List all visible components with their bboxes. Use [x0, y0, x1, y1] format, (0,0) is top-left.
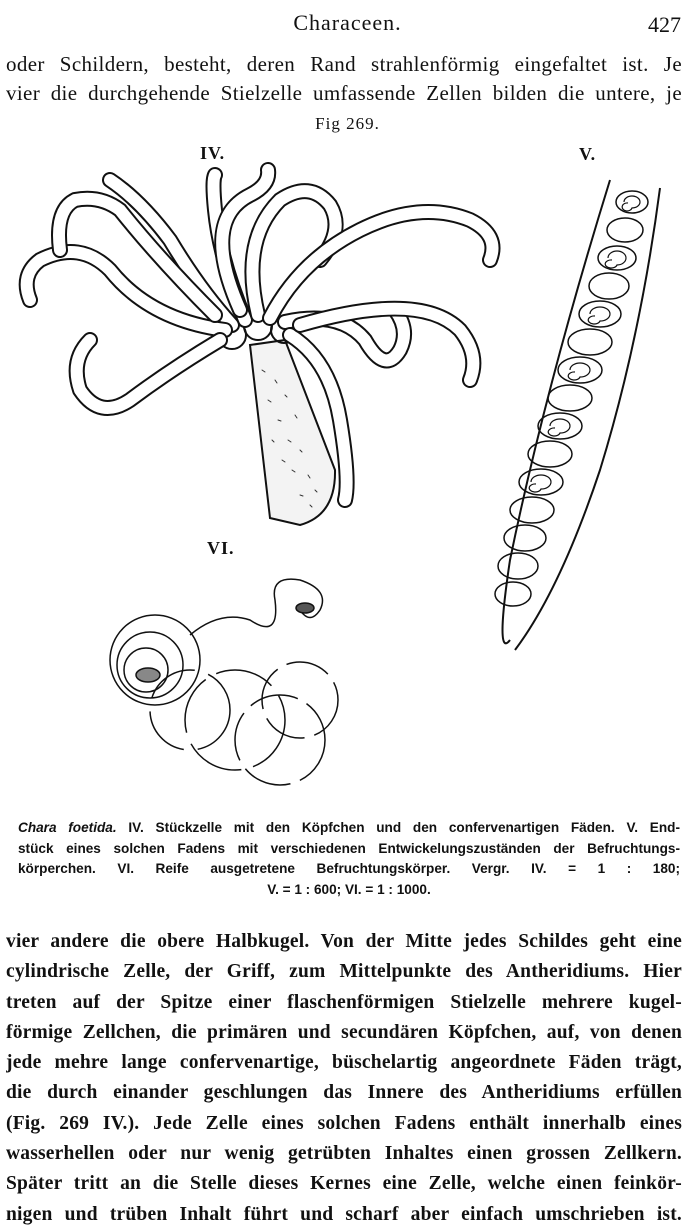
panel-v-spirals: [529, 196, 640, 492]
caption-line: V. = 1 : 600; VI. = 1 : 1000.: [267, 881, 431, 897]
panel-label-vi: VI.: [207, 538, 235, 558]
panel-iv-filaments: [27, 170, 493, 525]
panel-v-cells: [495, 191, 648, 606]
figure-number: Fig 269.: [315, 114, 380, 133]
page-number: 427: [648, 12, 681, 37]
text-line: vier die durchgehende Stielzelle umfassende Zellen bilden die untere, je: [6, 80, 682, 105]
text-line: jede mehre lange confervenartige, büschelartig angeordnete Fäden trägt,: [6, 1052, 682, 1074]
text-line: treten auf der Spitze einer flaschenförmigen Stielzelle mehrere kugel-: [6, 991, 682, 1013]
text-line: vier andere die obere Halbkugel. Von der Mitte jedes Schildes geht eine: [6, 931, 682, 952]
text-line: oder Schildern, besteht, deren Rand strahlenförmig eingefaltet ist. Je: [6, 52, 682, 76]
body-text-bottom: [6, 927, 682, 1230]
text-line: (Fig. 269 IV.). Jede Zelle eines solchen Fadens enthält innerhalb eines: [6, 1112, 682, 1134]
filament-outline-left: [503, 180, 611, 643]
body-text-top: [6, 50, 682, 107]
panel-label-iv: IV.: [200, 143, 226, 163]
panel-vi-coils: [110, 579, 338, 785]
text-line: nigen und trüben Inhalt führt und scharf aber einfach umschrieben ist.: [6, 1203, 682, 1225]
caption-line: körperchen. VI. Reife ausgetretene Befruchtungskörper. Vergr. IV. = 1 : 180;: [18, 861, 680, 876]
text-line: Später tritt an die Stelle dieses Kernes eine Zelle, welche einen feinkör-: [6, 1173, 682, 1195]
text-line: förmige Zellchen, die primären und secundären Köpfchen, auf, von denen: [6, 1021, 682, 1043]
panel-v-filament: [495, 180, 660, 650]
caption-text: IV. Stückzelle mit den Köpfchen und den confervenartigen Fäden. V. End-: [128, 820, 680, 835]
figure-illustration: [0, 140, 695, 810]
text-line: wasserhellen oder nur wenig getrübten Inhaltes einen grossen Zellkern.: [6, 1143, 682, 1165]
caption-line: stück eines solchen Fadens mit verschiedenen Entwickelungszuständen der Befruchtungs-: [18, 840, 680, 856]
caption-species: Chara foetida.: [18, 820, 117, 835]
running-title: Characeen.: [293, 10, 402, 35]
figure-caption: [18, 818, 680, 900]
running-head: [0, 10, 695, 40]
caption-line: [18, 818, 680, 839]
text-line: die durch einander geschlungen das Innere des Antheridiums erfüllen: [6, 1082, 682, 1104]
panel-label-v: V.: [579, 144, 597, 164]
text-line: cylindrische Zelle, der Griff, zum Mittelpunkte des Antheridiums. Hier: [6, 961, 682, 983]
